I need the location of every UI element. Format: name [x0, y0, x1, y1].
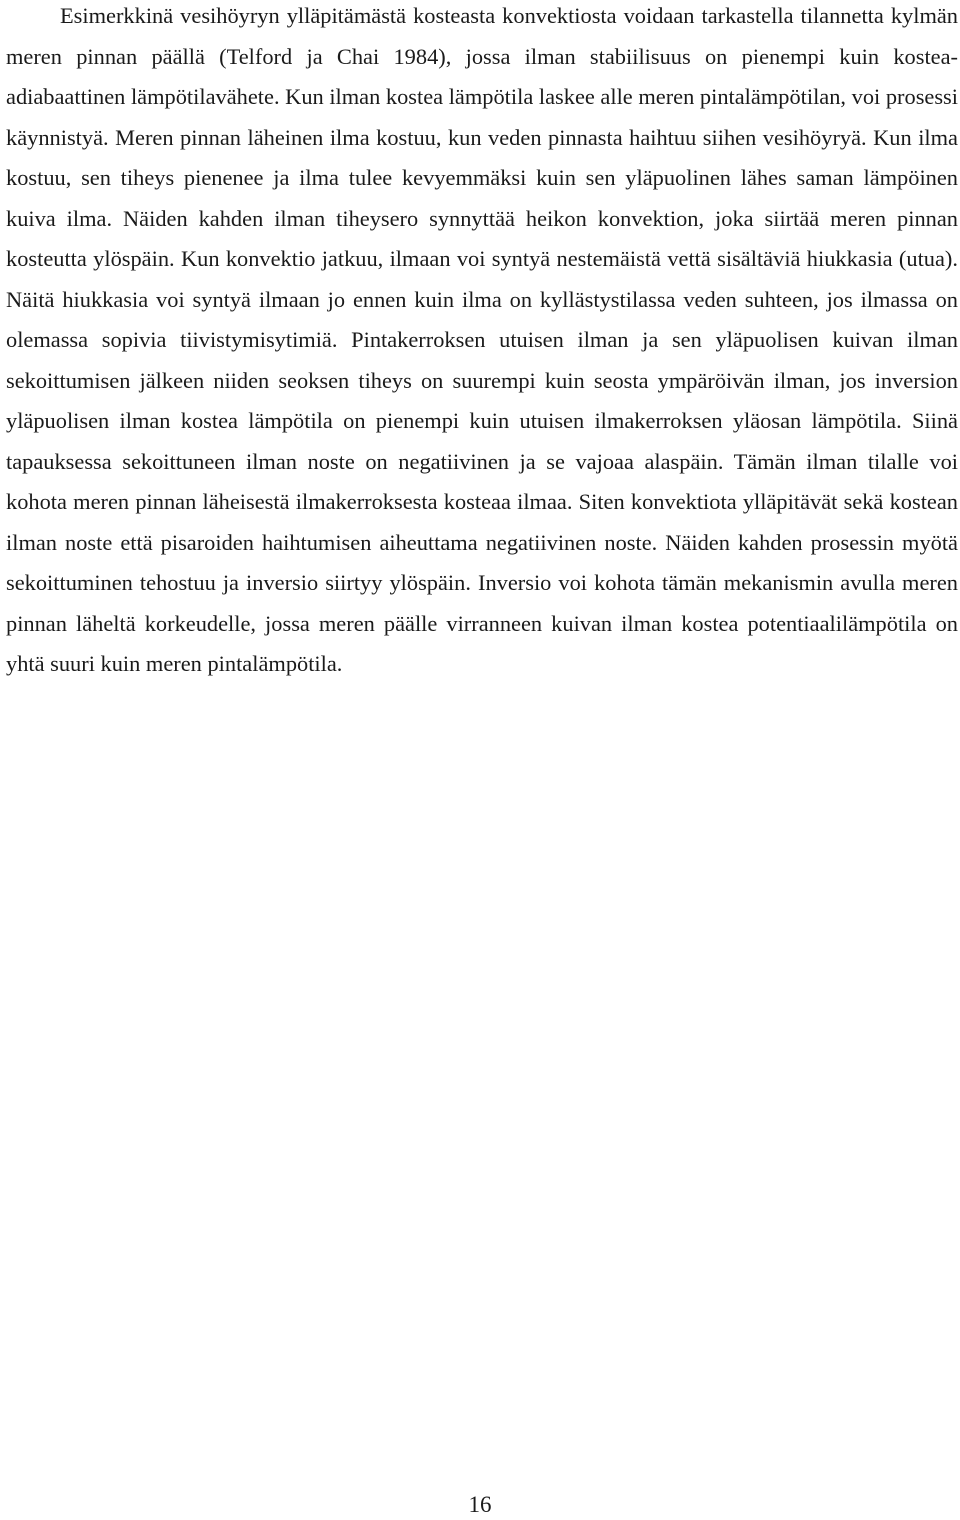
- body-paragraph: Esimerkkinä vesihöyryn ylläpitämästä kosteasta konvektiosta voidaan tarkastella tilannetta kylmän meren pinnan päällä (Telford ja Chai 1984), jossa ilman stabiilisuus on pienempi kuin kostea-adiabaattinen lämpötilavähete. Kun ilman kostea lämpötila laskee alle meren pintalämpötilan, voi prosessi käynnistyä. Meren pinnan läheinen ilma kostuu, kun veden pinnasta haihtuu siihen vesihöyryä. Kun ilma kostuu, sen tiheys pienenee ja ilma tulee kevyemmäksi kuin sen yläpuolinen lähes saman lämpöinen kuiva ilma. Näiden kahden ilman tiheysero synnyttää heikon konvektion, joka siirtää meren pinnan kosteutta ylöspäin. Kun konvektio jatkuu, ilmaan voi syntyä nestemäistä vettä sisältäviä hiukkasia (utua). Näitä hiukkasia voi syntyä ilmaan jo ennen kuin ilma on kyllästystilassa veden suhteen, jos ilmassa on olemassa sopivia tiivistymisytimiä. Pintakerroksen utuisen ilman ja sen yläpuolisen kuivan ilman sekoittumisen jälkeen niiden seoksen tiheys on suurempi kuin seosta ympäröivän ilman, jos inversion yläpuolisen ilman kostea lämpötila on pienempi kuin utuisen ilmakerroksen yläosan lämpötila. Siinä tapauksessa sekoittuneen ilman noste on negatiivinen ja se vajoaa alaspäin. Tämän ilman tilalle voi kohota meren pinnan läheisestä ilmakerroksesta kosteaa ilmaa. Siten konvektiota ylläpitävät sekä kostean ilman noste että pisaroiden haihtumisen aiheuttama negatiivinen noste. Näiden kahden prosessin myötä sekoittuminen tehostuu ja inversio siirtyy ylöspäin. Inversio voi kohota tämän mekanismin avulla meren pinnan läheltä korkeudelle, jossa meren päälle virranneen kuivan ilman kostea potentiaalilämpötila on yhtä suuri kuin meren pintalämpötila.: [6, 3, 958, 676]
- page-number: 16: [468, 1492, 492, 1517]
